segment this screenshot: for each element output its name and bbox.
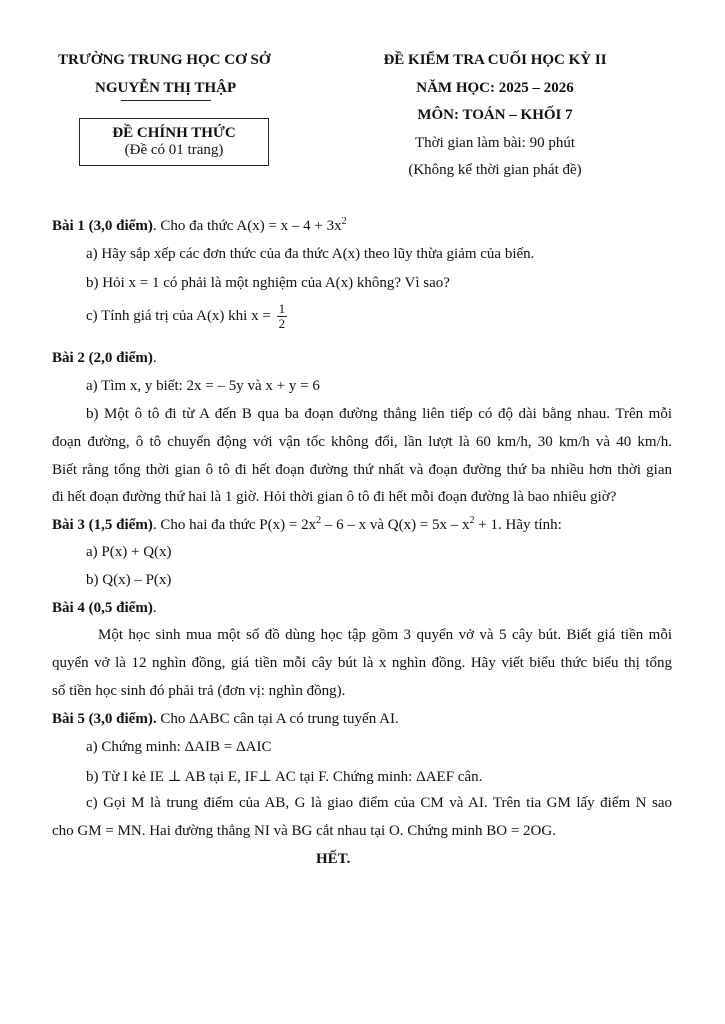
bai4-title-end: .: [152, 600, 157, 616]
fraction: [277, 302, 288, 331]
end-mark: HẾT.: [316, 851, 351, 867]
official-pages: (Đề có 01 trang): [124, 142, 224, 158]
bai3-exponent-2: 2: [469, 515, 475, 526]
exam-title: ĐỀ KIỂM TRA CUỐI HỌC KỲ II: [383, 52, 607, 68]
duration: Thời gian làm bài: 90 phút: [415, 135, 575, 151]
official-title: ĐỀ CHÍNH THỨC: [112, 125, 236, 141]
bai1-part-c-text: c) Tính giá trị của A(x) khi x =: [86, 307, 271, 324]
bai4-line-3: số tiền học sinh đó phải trả (đơn vị: nghìn đồng).: [52, 683, 346, 699]
bai2-part-b-line-3: Biết rằng tổng thời gian ô tô đi hết đoạn đường thứ nhất và đoạn đường thứ ba nhiều hơn thời gian: [52, 462, 672, 478]
bai5-part-c-line-2: cho GM = MN. Hai đường thẳng NI và BG cắt nhau tại O. Chứng minh BO = 2OG.: [52, 823, 556, 839]
official-exam-box: [79, 118, 269, 166]
bai1-heading: [52, 218, 347, 235]
bai5-intro: Cho ΔABC cân tại A có trung tuyến AI.: [156, 711, 399, 727]
bai3-heading: [52, 517, 562, 534]
bai4-title: Bài 4 (0,5 điểm): [52, 600, 153, 616]
bai3-intro-1: . Cho hai đa thức P(x) = 2x: [152, 517, 317, 533]
bai3-intro-3: + 1. Hãy tính:: [474, 517, 562, 533]
bai5-title: Bài 5 (3,0 điểm).: [52, 711, 157, 727]
bai3-part-a: a) P(x) + Q(x): [86, 544, 172, 560]
bai3-title: Bài 3 (1,5 điểm): [52, 517, 153, 533]
bai1-part-c: [86, 302, 287, 331]
bai2-title-end: .: [152, 350, 157, 366]
bai2-part-b-line-2: đoạn đường, ô tô chuyển động với vận tốc không đổi, lần lượt là 60 km/h, 30 km/h và 40 km/h.: [52, 434, 672, 450]
bai2-heading: [52, 350, 157, 367]
bai3-part-b: b) Q(x) – P(x): [86, 572, 172, 588]
fraction-denominator: 2: [278, 316, 286, 331]
school-underline: [121, 100, 211, 101]
bai4-line-2: quyển vở là 12 nghìn đồng, giá tiền mỗi cây bút là x nghìn đồng. Hãy viết biểu thức biểu thị tổng: [52, 655, 672, 671]
bai2-part-a: a) Tìm x, y biết: 2x = – 5y và x + y = 6: [86, 378, 320, 394]
bai5-heading: [52, 711, 399, 728]
bai5-part-b: b) Từ I kẻ IE ⊥ AB tại E, IF⊥ AC tại F. Chứng minh: ΔAEF cân.: [86, 769, 483, 785]
fraction-numerator: 1: [278, 301, 286, 316]
bai5-part-c-line-1: c) Gọi M là trung điểm của AB, G là giao điểm của CM và AI. Trên tia GM lấy điểm N sao: [86, 795, 672, 811]
school-line-2: NGUYỄN THỊ THẬP: [95, 80, 237, 96]
school-line-1: TRƯỜNG TRUNG HỌC CƠ SỞ: [58, 52, 271, 68]
school-year: NĂM HỌC: 2025 – 2026: [416, 80, 574, 96]
bai3-exponent-1: 2: [316, 515, 322, 526]
bai1-intro: . Cho đa thức A(x) = x – 4 + 3x: [152, 218, 342, 234]
bai5-part-a: a) Chứng minh: ΔAIB = ΔAIC: [86, 739, 272, 755]
bai2-part-b-line-1: b) Một ô tô đi từ A đến B qua ba đoạn đường thẳng liên tiếp có độ dài bằng nhau. Trên mỗi: [86, 406, 672, 422]
duration-note: (Không kể thời gian phát đề): [408, 162, 582, 178]
subject: MÔN: TOÁN – KHỐI 7: [417, 107, 573, 123]
bai1-part-b: b) Hỏi x = 1 có phải là một nghiệm của A(x) không? Vì sao?: [86, 275, 450, 291]
bai2-title: Bài 2 (2,0 điểm): [52, 350, 153, 366]
bai1-title: Bài 1 (3,0 điểm): [52, 218, 153, 234]
bai1-exponent: 2: [341, 216, 347, 227]
bai2-part-b-line-4: đi hết đoạn đường thứ hai là 1 giờ. Hỏi thời gian ô tô đi hết mỗi đoạn đường là bao nhiêu giờ?: [52, 489, 617, 505]
bai4-line-1: Một học sinh mua một số đồ dùng học tập gồm 3 quyển vở và 5 cây bút. Biết giá tiền mỗi: [98, 627, 672, 643]
bai4-heading: [52, 600, 157, 617]
bai3-intro-2: – 6 – x và Q(x) = 5x – x: [321, 517, 470, 533]
bai1-part-a: a) Hãy sắp xếp các đơn thức của đa thức A(x) theo lũy thừa giảm của biến.: [86, 246, 535, 262]
